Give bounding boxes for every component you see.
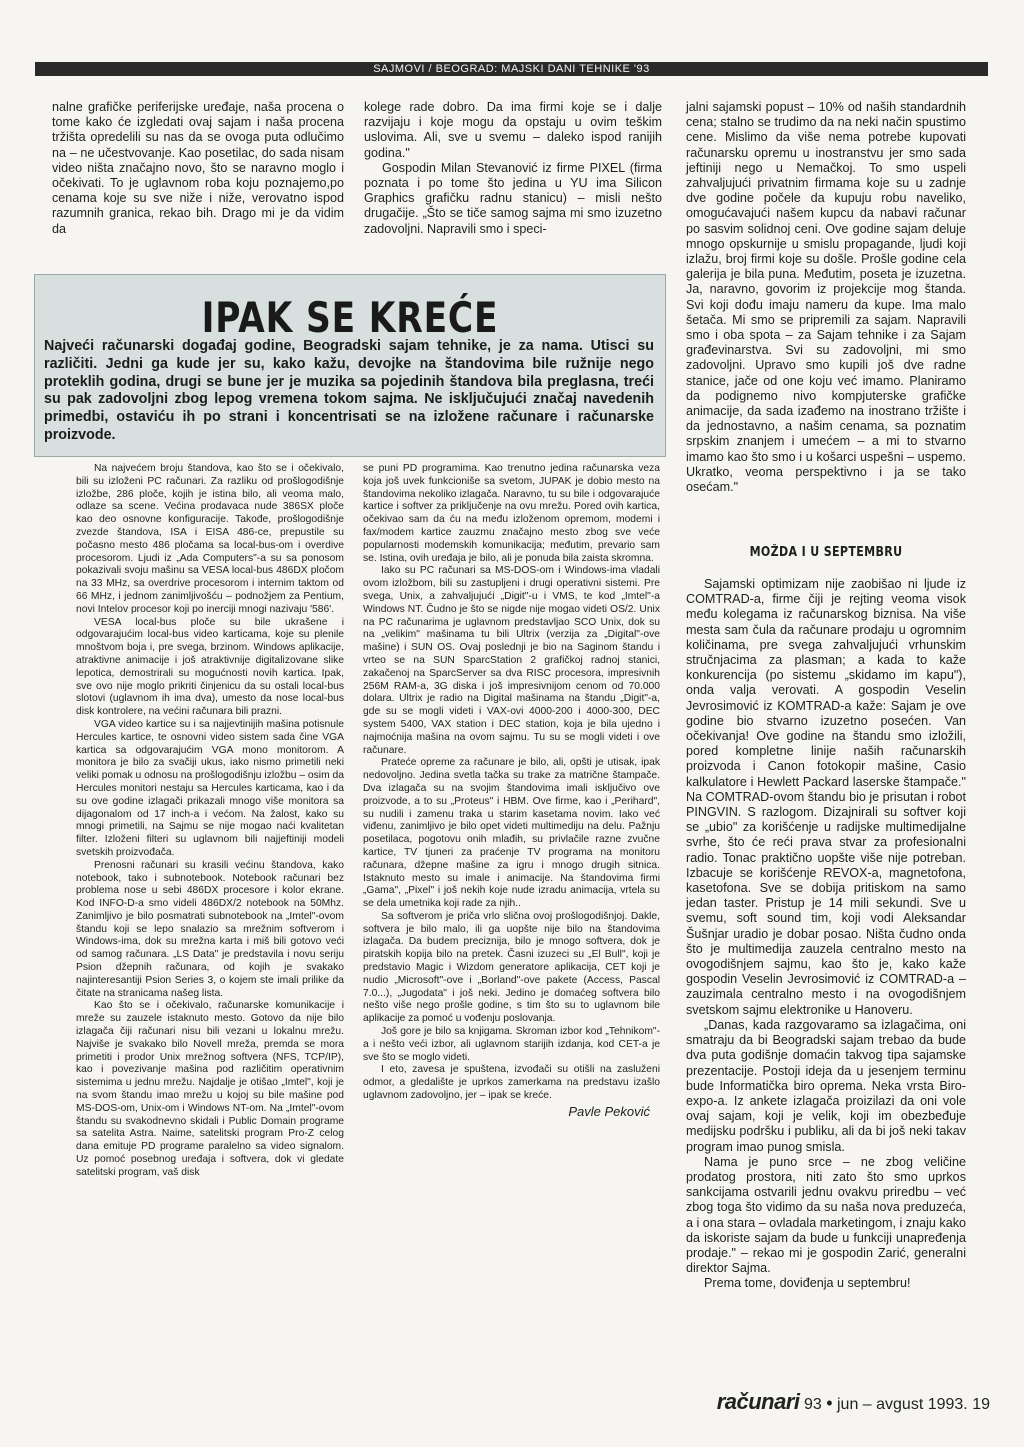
paragraph: jalni sajamski popust – 10% od naših standardnih cena; stalno se trudimo da na neki način spustimo cene. Mislimo da više nema potrebe kupovati računarsku opremu u inostranstvu jer smo sada jeftiniji nego u Nemačkoj. To smo uspeli zahvaljujući privatnim firmama koje su u zadnje dve godine počele da kupuju robu naveliko, omogućavajući našem kupcu da nabavi računar po sasvim solidnoj ceni. Ove godine sajam deluje mnogo opskurnije u smislu propagande, ljudi koji izlažu, broj firmi koje su došle. Prošle godine cela galerija je bila puna. Međutim, poseta je izuzetna. Ja, naravno, govorim iz projekcije mog štanda. Svi koji dođu imaju nameru da kupe. Ima malo šetača. Mi smo se pripremili za sajam. Napravili smo i oba spota – za Sajam tehnike i za Sajam građevinarstva. Svi su zadovoljni, mi smo zadovoljni. Upravo smo kupili još dve radne stanice, jače od one koju već imamo. Planiramo da podignemo nivo kompjuterske grafičke animacije, da sada izađemo na inostrano tržište i da jednostavno, a našim cenama, sa poznatim srpskim znanjem i umećem – a mi to stvarno imamo kao što smo i u košarci uspešni – uspemo. Ukratko, veoma perspektivno i ja se tako osećam." (686, 100, 966, 495)
paragraph: Sa softverom je priča vrlo slična ovoj prošlogodišnjoj. Dakle, softvera je bilo malo, ili ga uopšte nije bilo na štandovima izlagača. Da budem preciznija, bilo je mnogo softvera, dok je piratskih kopija bilo na pretek. Časni izuzeci su „El Bull", koji je predstavio Magic i Wizdom generatore aplikacija, CET koji je nudio „Microsoft"-ove i „Borland"-ove pakete (Access, Pascal 7.0...), „Jugodata" i još neki. Jedino je domaćeg softvera bilo nešto više nego prošle godine, s tim što su to uglavnom bile aplikacije za pomoć u vođenju poslovanja. (363, 910, 660, 1025)
article-lead: Najveći računarski događaj godine, Beogradski sajam tehnike, je za nama. Utisci su različiti. Jedni ga kude jer su, kako kažu, devojke na štandovima bile ružnije nego proteklih godina, drugi se bune jer je muzika sa pojedinih štandova bila preglasna, treći su pak zadovoljni zbog lepog vremena tokom sajma. Ne isključujući značaj navedenih primedbi, ostaviću ih po strani i koncentrisati se na izložene računare i računarske proizvode. (44, 338, 654, 443)
top-column-left (52, 100, 344, 250)
top-column-middle (364, 100, 662, 250)
paragraph: Kao što se i očekivalo, računarske komunikacije i mreže su zauzele istaknuto mesto. Gotovo da nije bilo izlagača čiji računari nisu bili vezani u lokalnu mrežu. Najviše je svakako bilo Novell mreža, premda se mora primetiti i prodor Unix mrežnog softvera (NFS, TCP/IP), kao i povezivanje mašina pod različitim operativnim sistemima u jednu mrežu. Najdalje je otišao „Imtel", koji je na svom štandu imao mrežu u kojoj su bile mašine pod MS-DOS-om, Unix-om i Windows NT-om. Na „Imtel"-ovom štandu su svakodnevno skidali i Public Domain programe sa satelita Astra. Naime, satelitski program Pro-Z celog dana emituje PD programe paralelno sa video signalom. Uz pomoć posebnog uređaja i softvera, dok vi gledate satelitski program, vaš disk (76, 1000, 344, 1178)
paragraph: Iako su PC računari sa MS-DOS-om i Windows-ima vladali ovom izložbom, bili su zastupljeni i drugi operativni sistemi. Pre svega, Unix, a zahvaljujući „Digit"-u i VMS, te kod „Imtel"-a Windows NT. Čudno je što se nigde nije mogao videti OS/2. Unix na PC računarima je uglavnom predstavljao SCO Unix, dok su na „velikim" mašinama tu bili Ultrix (verzija za „Digital"-ove mašine) i SUN OS. Ovaj poslednji je bio na Saginom štandu i vrteo se na SUN SparcStation 2 grafičkoj radnoj stanici, zakačenoj na SparcServer sa dva RISC procesora, impresivnih 256M RAM-a, 3G diska i još impresivnijom cenom od 70.000 dolara. Ultrix je radio na Digital mašinama na štandu „Digit"-a, gde su se mogli videti i VAX-ovi 4000-200 i 4000-300, DEC system 5400, VAX station i DEC station, koja je bila ujedno i najmoćnija mašina na ovom sajmu. Tu su se mogli videti i ove računare. (363, 565, 660, 756)
paragraph: I eto, zavesa je spuštena, izvođači su otišli na zasluženi odmor, a gledalište je uprkos zamerkama na predstavu izašlo uglavnom zadovoljno, jer – ipak se kreće. (363, 1064, 660, 1102)
paragraph: Prema tome, doviđenja u septembru! (704, 1276, 911, 1291)
paragraph: nalne grafičke periferijske uređaje, naša procena o tome kako će izgledati ovaj sajam i naša procena tržišta opredelili su nas da se ovoga puta odlučimo na – ne učestvovanje. Kao posetilac, do sada nisam video ništa značajno novo, što se naravno moglo i očekivati. To je uglavnom roba koju poznajemo,po cenama koje su sve niže i niže, verovatno ispod razumnih granica, rekao bih. Drago mi je da vidim da (52, 100, 344, 236)
paragraph: Sajamski optimizam nije zaobišao ni ljude iz COMTRAD-a, firme čiji je rejting veoma visok među kolegama iz računarskog biznisa. Na više mesta sam čula da računare prodaju u ogromnim količinama, pre svega zahvaljujući vrhunskim stručnjacima za plasman; a kada to kaže konkurencija (po sistemu „skidamo im kapu"), onda valja verovati. A gospodin Veselin Jevrosimović iz KOMTRAD-a kaže: Sajam je ove godine bio stvarno izuzetno posećen. Van očekivanja! Ove godine na štandu smo izložili, pored kompletne linije naših računarskih proizvoda i Canon fotokopir mašine, Casio kalkulatore i Hewlett Packard laserske štampače." Na COMTRAD-ovom štandu bio je prisutan i robot PINGVIN. S razlogom. Dizajnirali su softver koji se „ubio" za korišćenje u radijske multimedijalne svrhe, što će reći prava stvar za profesionalni radio. Tonac praktično uopšte više nije potreban. Izbacuje se korišćenje REVOX-a, magnetofona, kasetofona. Sve se dobija pritiskom na samo jedan taster. Pristup je 14 mili sekundi. Sve u svemu, soft sound tim, koji vodi Aleksandar Šušnjar uradio je dobar posao. Ništa čudno onda što je multimedija zauzela centralno mesto na ovogodišnjem sajmu, kao što je, kako kaže gospodin Veselin Jevrosimović iz COMTRAD-a – zauzimala centralno mesto i na ovogodišnjem svetskom sajmu elektronike u Hanoveru. (686, 577, 966, 1017)
article-column-1 (76, 463, 344, 1263)
paragraph: VGA video kartice su i sa najjevtinijih mašina potisnule Hercules kartice, te osnovni video sistem sada čine VGA kartica sa odgovarajućim VGA mono monitorom. A monitora je bilo za svačiji ukus, iako nismo primetili neki veliki pomak u odnosu na prošlogodišnju izložbu – osim da Hercules monitori nestaju sa Hercules karticama, kao i da su ove godine izlagači prikazali mnogo više monitora sa dijagonalom od 17 inch-a i većom. Na žalost, kako su mnogi primetili, na Sajmu se nije mogao naći kvalitetan filter. Izloženi filteri su uglavnom bili najjeftiniji modeli svetskih proizvođača. (76, 718, 344, 858)
right-column-top (686, 100, 966, 660)
issue-number: 93 (803, 1396, 822, 1413)
paragraph: Na najvećem broju štandova, kao što se i očekivalo, bili su izloženi PC računari. Za razliku od prošlogodišnje izložbe, 286 ploče, kojih je istina bilo, ali veoma malo, odlaze sa scene. Većina prodavaca nude 386SX ploče kao deo osnovne konfiguracije. Takođe, prošlogodišnje zvezde štandova, ISA i EISA 486-ce, prepustile su počasno mesto 486 pločama sa local-bus-om i overdive procesorom. Ljudi iz „Ada Computers"-a su sa ponosom pokazivali svoju mašinu sa VESA local-bus 486DX pločom na 33 MHz, sa overdrive procesorom i internim taktom od 66 MHz, i jednom zanimljivošću – podnožjem za Pentium, novi Intelov procesor koji po inerciji mnogi nazivaju '586'. (76, 463, 344, 615)
paragraph: Nama je puno srce – ne zbog veličine prodatog prostora, niti zato što smo uprkos sankcijama ostvarili jednu ovakvu priredbu – već zbog toga što vidimo da su naša nova preduzeća, a i ona stara – ovladala marketingom, i znaju kako da iskoriste sajam da bude u funkciji unapređenja prodaje." – rekao mi je gospodin Zarić, generalni direktor Sajma. (686, 1154, 967, 1276)
issue-date: jun – avgust 1993. (836, 1396, 968, 1413)
feature-box (34, 274, 666, 457)
page-number: 19 (972, 1396, 990, 1413)
sidebar-subheading: MOŽDA I U SEPTEMBRU (749, 545, 903, 560)
paragraph: Prenosni računari su krasili većinu štandova, kako notebook, tako i subnotebook. Notebook računari bez problema nose u sebi 486DX procesore i kolor ekrane. Kod INFO-D-a smo videli 486DX/2 notebook na 50Mhz. Zanimljivo je bilo posmatrati subnotebook na „Imtel"-ovom štandu koji se lepo snalazio sa mrežnim softverom i Windows-ima, dok su mrežna karta i miš bili gotovo veći od samog računara. „LS Data" je predstavila i novu seriju Psion džepnih računara, od kojih je svakako najinteresantiji Psion Series 3, o kojem ste imali prilike da čitate na stranicama našeg lista. (76, 859, 344, 999)
paragraph: Još gore je bilo sa knjigama. Skroman izbor kod „Tehnikom"-a i nešto veći izbor, ali uglavnom starijih izdanja, kod CET-a je sve što se moglo videti. (363, 1026, 660, 1063)
paragraph: Prateće opreme za računare je bilo, ali, opšti je utisak, ipak nedovoljno. Jedina svetla tačka su trake za matrične štampače. Dva izlagača su na svojim štandovima imali isključivo ove proizvode, a to su „Proteus" i HBM. Ove firme, kao i „Perihard", su nudili i zamenu traka u starim kasetama novim. Iako već viđenu, zanimljivo je bilo opet videti multimediju na delu. Pažnju posetilaca, pogotovu onih mlađih, su privlačile razne zvučne kartice, TV tjuneri za praćenje TV programa na monitoru računara, džepne mašine za igru i mnogo drugih sitnica. Istaknuto mesto su imale i animacije. Na štandovima firmi „Gama", „Pixel" i još nekih koje nude izradu animacija, vrtela su se dela umetnika koji rade za njih.. (363, 757, 660, 910)
right-column-bottom (686, 577, 967, 1291)
paragraph: se puni PD programima. Kao trenutno jedina računarska veza koja još uvek funkcioniše sa svetom, JUPAK je dobio mesto na štandovima nekoliko izlagača. Naravno, tu su bile i odgovarajuće kartice i softver za priključenje na ovu mrežu. Pored ovih kartica, očekivao sam da ću na među izloženom opremom, modemi i fax/modem kartice zauzmu značajno mesto zbog sve veće popularnosti modemskih komunikacija; međutim, prevario sam se. Istina, ovih uređaja je bilo, ali je ponuda bila zaista skromna. (363, 463, 660, 564)
paragraph: „Danas, kada razgovaramo sa izlagačima, oni smatraju da bi Beogradski sajam trebao da bude dva puta godišnje domaćin takvog tipa sajamske prezentacije. Postoji ideja da u jesenjem terminu bude Informatička biro oprema. Neka vrsta Biro-expo-a. Iz ankete izlagača proizilazi da oni vole ovaj sajam, koji je velik, koji im obezbeđuje medijsku podršku i publiku, ali da bi još neki takav program imao punog smisla. (686, 1017, 966, 1154)
magazine-logo: računari (716, 1389, 800, 1414)
paragraph: kolege rade dobro. Da ima firmi koje se i dalje razvijaju i koje mogu da opstaju u ovim teškim uslovima. Ali, sve u svemu – daleko ispod ranijih godina." (364, 100, 662, 160)
article-headline: IPAK SE KREĆE (201, 293, 499, 342)
page-footer (660, 1389, 990, 1415)
paragraph: VESA local-bus ploče su bile ukrašene i odgovarajućim local-bus video karticama, koje su plenile mnoštvom boja i, pre svega, brzinom. Windows aplikacije, atraktivne animacije i još atraktivnije digitalizovane slike lepotica, demostrirali su mogućnosti novih kartica. Ipak, sve ovo nije moglo prikriti činjenicu da su ostali local-bus slotovi (uglavnom ih ima dva), umesto da nose local-bus disk kontrolere, na većini računara bili prazni. (76, 616, 344, 718)
section-header-bar: SAJMOVI / BEOGRAD: MAJSKI DANI TEHNIKE '93 (35, 62, 988, 76)
separator-dot: • (826, 1393, 833, 1413)
author-signature: Pavle Peković (568, 1103, 650, 1119)
paragraph: Gospodin Milan Stevanović iz firme PIXEL (firma poznata i po tome što jedina u YU ima Silicon Graphics grafičku radnu stanicu) – misli nešto drugačije. „Što se tiče samog sajma mi smo izuzetno zadovoljni. Napravili smo i speci- (364, 160, 662, 236)
article-column-2 (363, 463, 660, 1283)
